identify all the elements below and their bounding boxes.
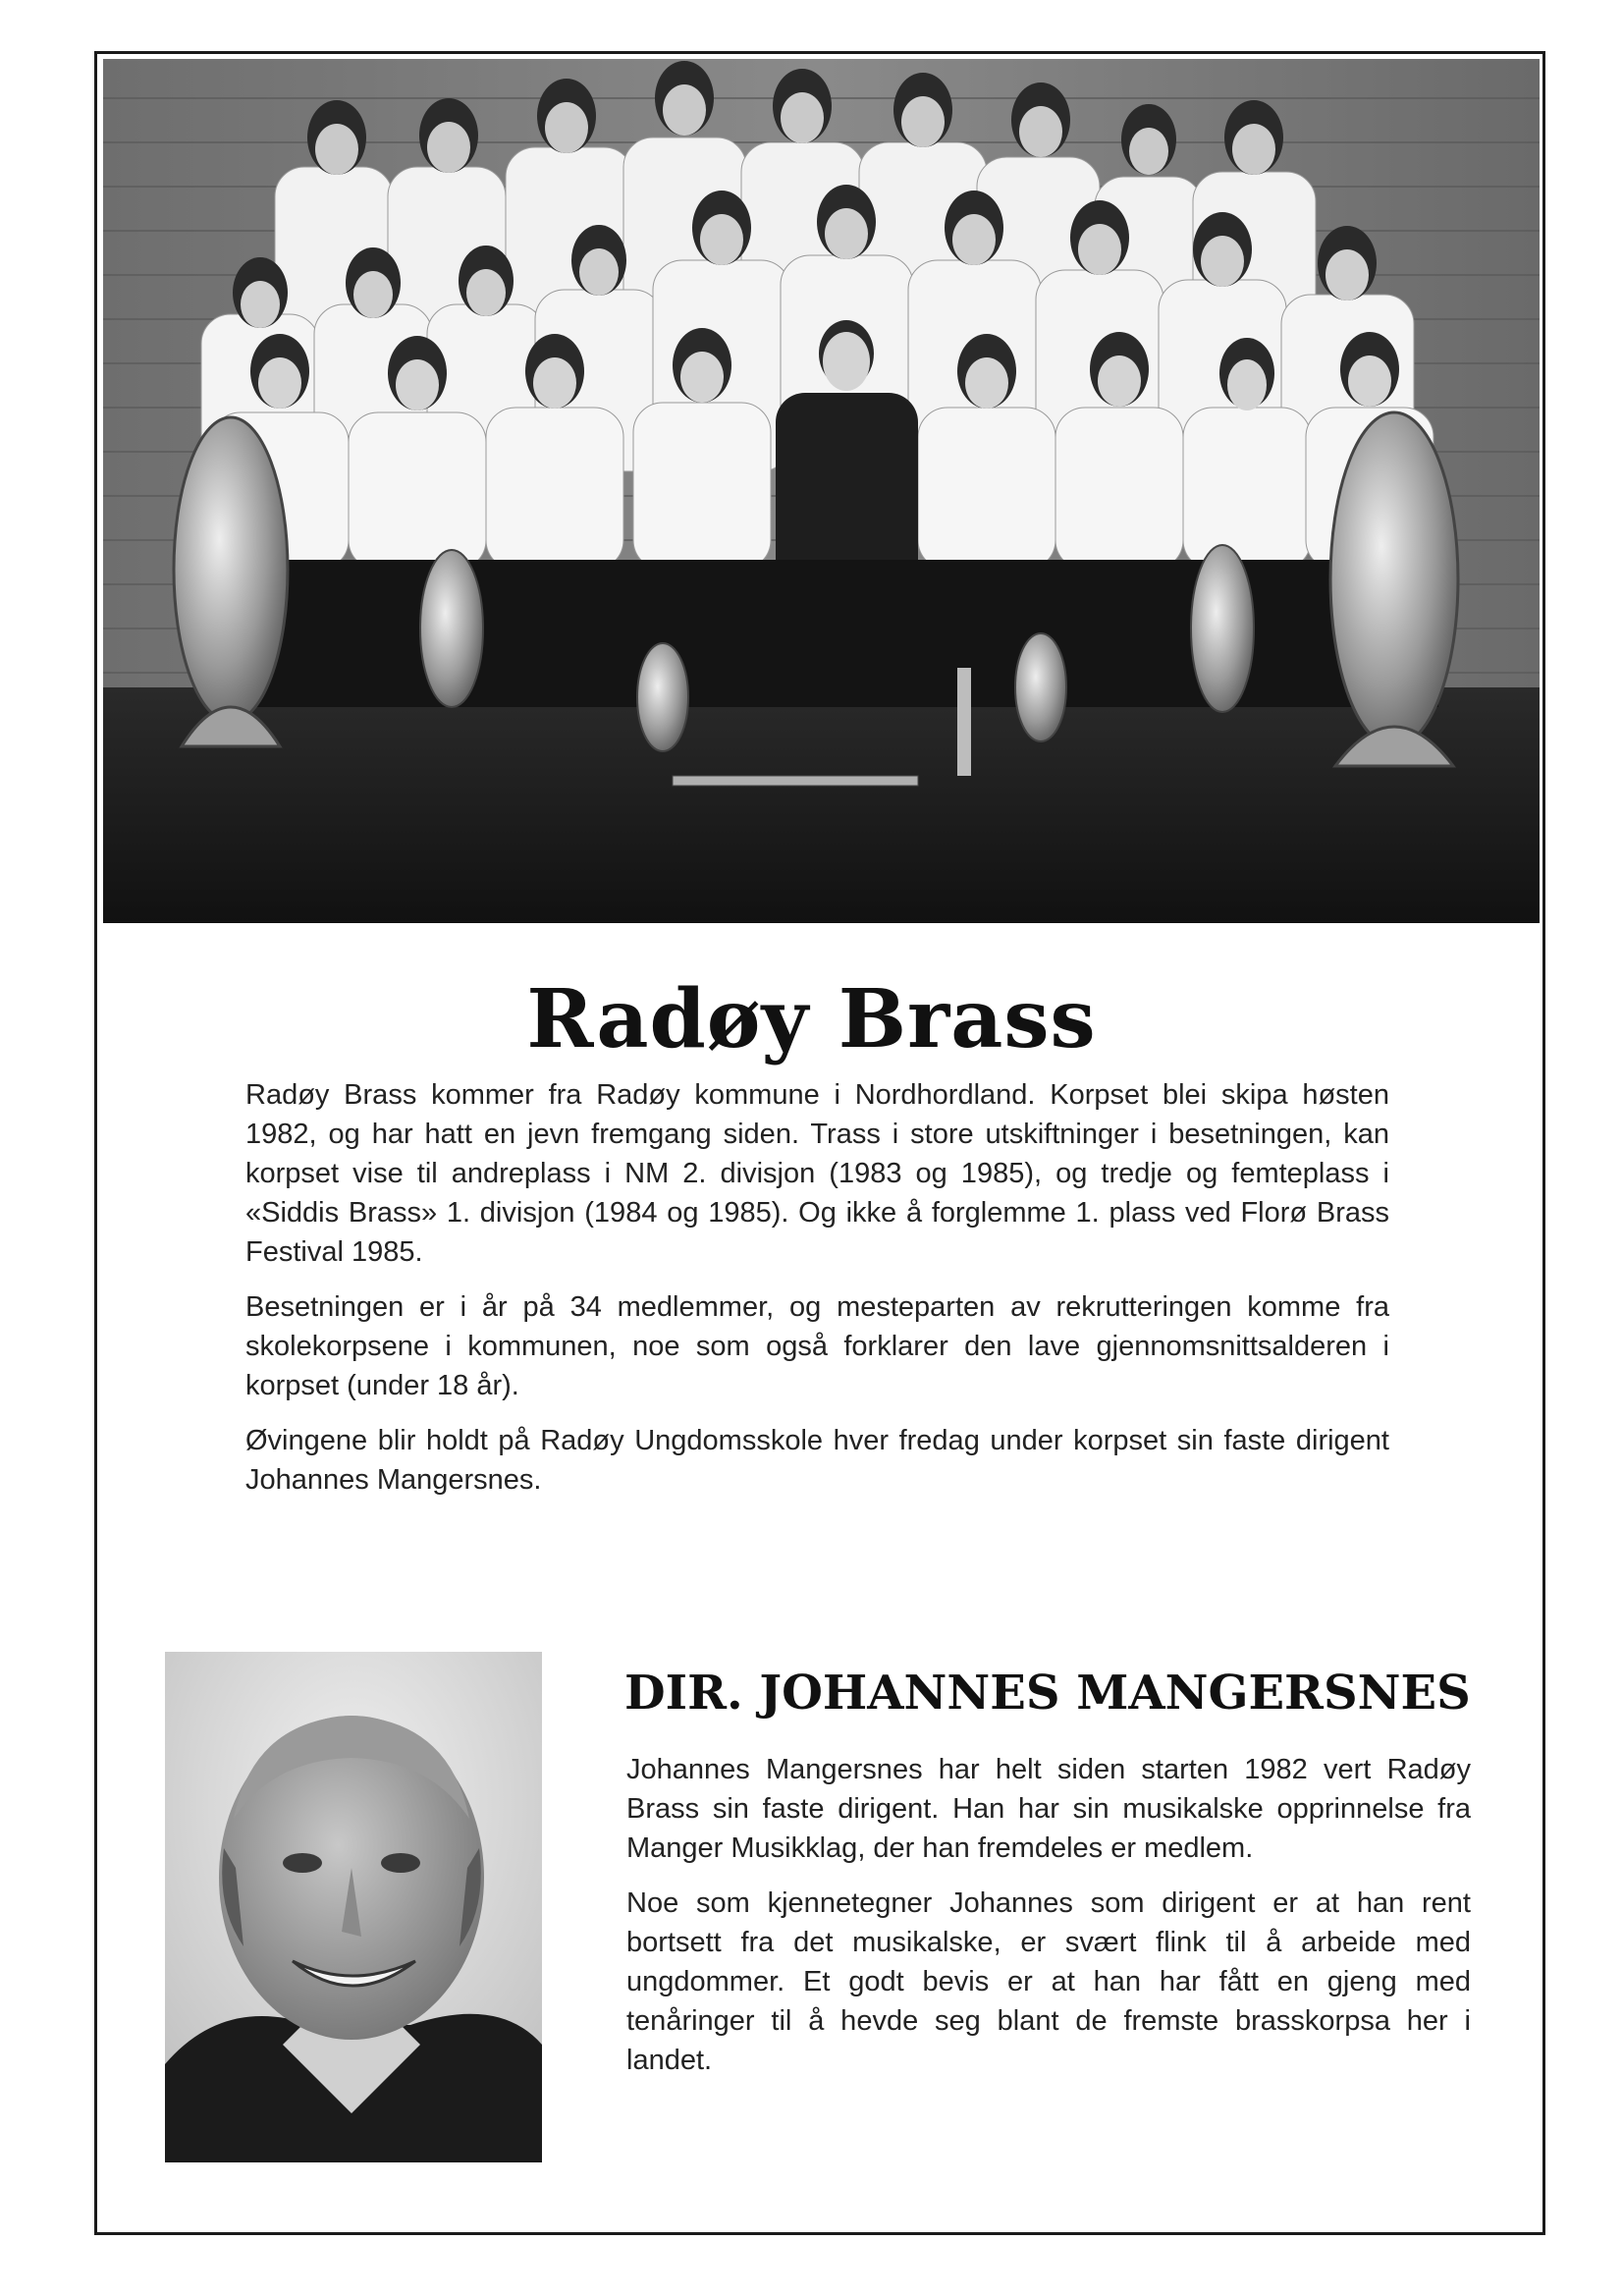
conductor-portrait [165, 1652, 542, 2162]
article-body [245, 1075, 1389, 1515]
article-paragraph: Øvingene blir holdt på Radøy Ungdomsskole hver fredag under korpset sin faste dirigent Johannes Mangersnes. [245, 1425, 1389, 1496]
conductor-heading: DIR. JOHANNES MANGERSNES [624, 1666, 1471, 1721]
article-paragraph: Besetningen er i år på 34 medlemmer, og mesteparten av rekrutteringen komme fra skolekorpsene i kommunen, noe som også forklarer den lave gjennomsnittsalderen i korpset (under 18 år). [245, 1291, 1389, 1401]
article-paragraph: Radøy Brass kommer fra Radøy kommune i Nordhordland. Korpset blei skipa høsten 1982, og har hatt en jevn fremgang siden. Trass i store utskiftninger i besetningen, kan korpset vise til andreplass i NM 2. divisjon (1983 og 1985), og tredje og femteplass i «Siddis Brass» 1. divisjon (1984 og 1985). Og ikke å forglemme 1. plass ved Florø Brass Festival 1985. [245, 1079, 1389, 1268]
conductor-paragraph: Noe som kjennetegner Johannes som dirigent er at han rent bortsett fra det musikalske, er svært flink til å arbeide med ungdommer. Et godt bevis er at han har fått en gjeng med tenåringer til å hevde seg blant de fremste brasskorpsa her i landet. [626, 1887, 1471, 2076]
band-group-photo [103, 59, 1540, 923]
conductor-paragraph: Johannes Mangersnes har helt siden starten 1982 vert Radøy Brass sin faste dirigent. Han har sin musikalske opprinnelse fra Manger Musikklag, der han fremdeles er medlem. [626, 1754, 1471, 1864]
article-title: Radøy Brass [526, 972, 1097, 1066]
conductor-body [626, 1750, 1471, 2096]
